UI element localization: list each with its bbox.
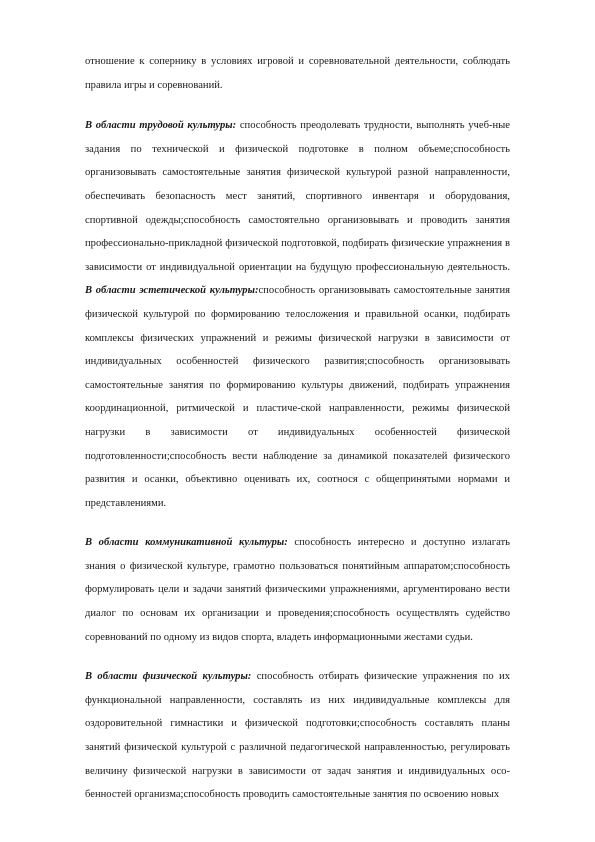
paragraph-intro [85,50,510,97]
paragraph-text: способность интересно и доступно излагать знания о физической культуре, грамотно пользоваться понятийным аппаратом;способность формулировать цели и задачи занятий физическими упражнениями, аргументировано вести диалог по основам их организации и проведения;способность осуществлять судейство соревнований по одному из видов спорта, владеть информационными жестами судьи. [85,537,510,643]
paragraph-text-aesthetic: способность организовывать самостоятельные занятия физической культурой по формированию телосложения и правильной осанки, подбирать комплексы физических упражнений и режимы физической нагрузки в зависимости от индивидуальных особенностей физического развития;способность организовывать самостоятельные занятия по формированию культуры движений, подбирать упражнения координационной, ритмической и пластиче-ской направленности, режимы физической нагрузки в зависимости от индивидуальных особенностей физической подготовленности;способность вести наблюдение за динамикой показателей физического развития и осанки, объективно оценивать их, соотнося с общепринятыми нормами и представлениями. [85,285,510,509]
section-heading-labor: В области трудовой культуры: [85,120,237,132]
section-heading-communicative: В области коммуникативной культуры: [85,537,288,549]
section-heading-aesthetic: В области эстетической культуры: [85,285,259,297]
paragraph-text: способность отбирать физические упражнения по их функциональной направленности, составлять из них индивидуальные комплексы для оздоровительной гимнастики и физической подготовки;способность составлять планы занятий физической культурой с различной педагогической направленностью, регулировать величину физической нагрузки в зависимости от задач занятия и индивидуальных осо-бенностей организма;способность проводить самостоятельные занятия по освоению новых [85,671,510,801]
paragraph-communicative-culture [85,531,510,649]
paragraph-text: способность преодолевать трудности, выполнять учеб-ные задания по технической и физической подготовке в полном объеме;способность организовывать самостоятельные занятия физической культурой разной направленности, обеспечивать безопасность мест занятий, спортивного инвентаря и оборудования, спортивной одежды;способность самостоятельно организовывать и проводить занятия профессионально-прикладной физической подготовкой, подбирать физические упражнения в зависимости от индивидуальной ориентации на будущую профессиональную деятельность. [85,120,510,273]
document-page [85,50,510,823]
paragraph-text: отношение к сопернику в условиях игровой и соревновательной деятельности, соблюдать правила игры и соревнований. [85,56,510,91]
paragraph-labor-culture [85,114,510,515]
section-heading-physical: В области физической культуры: [85,671,252,683]
paragraph-physical-culture [85,665,510,807]
